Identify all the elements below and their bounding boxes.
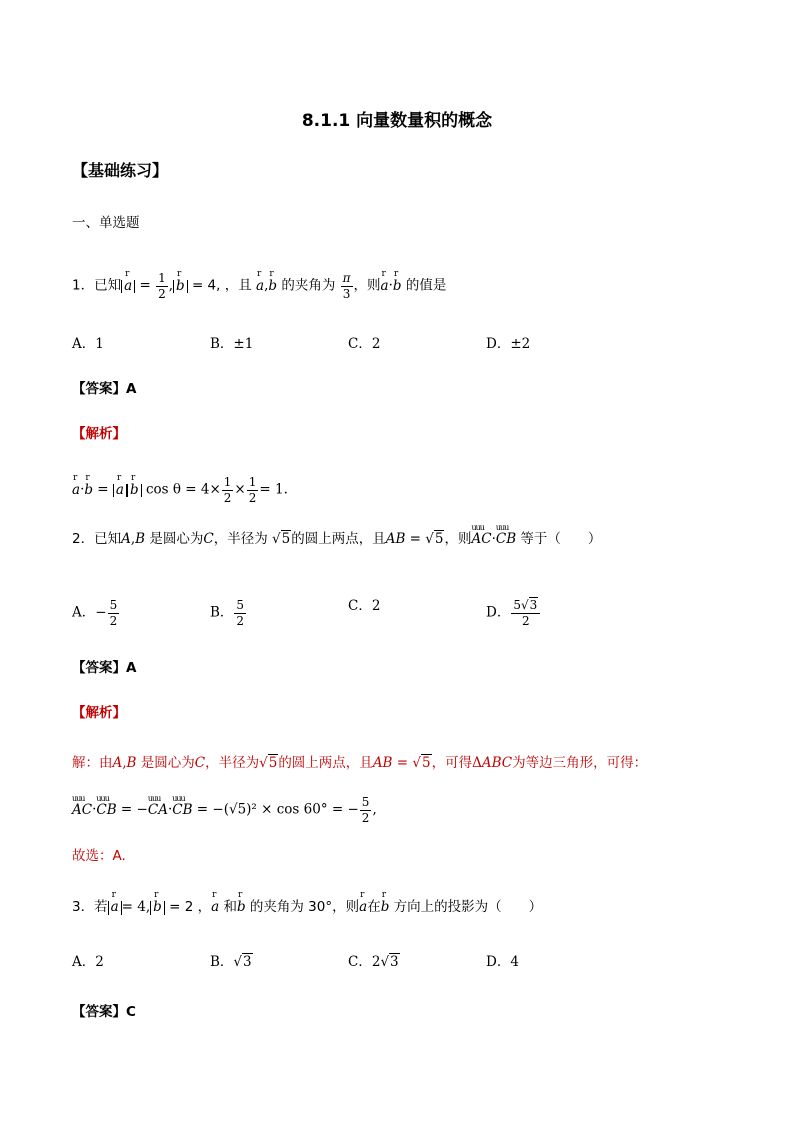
page-title: 8.1.1 向量数量积的概念	[301, 111, 493, 131]
q1-analysis-label: 【解析】	[72, 426, 126, 442]
q1-option-d: D．±2	[486, 336, 531, 352]
q3-option-c: C．2√3	[348, 954, 399, 970]
abs-b: r b	[173, 280, 188, 294]
q2-option-d: D． $\frac{5√3}{2}$	[486, 599, 541, 627]
q3-option-b: B．√3	[210, 954, 252, 970]
part-heading: 一、单选题	[72, 215, 140, 231]
q1-option-c: C．2	[348, 336, 381, 352]
abs-a: r a	[121, 280, 135, 294]
q2-solution-line1: 解：由A,B 是圆心为C，半径为√5的圆上两点，且AB = √5，可得ΔABC为等边三角形，可得：	[72, 755, 648, 771]
q1-option-b: B．±1	[210, 336, 254, 352]
q1-answer: 【答案】A	[72, 381, 137, 397]
q3-option-d: D．4	[486, 954, 519, 970]
fraction-pi-3: $\frac{\pi}{3}$	[342, 271, 351, 301]
section-heading: 【基础练习】	[72, 161, 169, 180]
q3-option-a: A．2	[72, 954, 104, 970]
q2-option-c: C．2	[348, 598, 381, 614]
q2-option-a: A．− $\frac{5}{2}$	[72, 598, 118, 628]
question-2: 2．已知A,B 是圆心为C，半径为 √5的圆上两点，且AB = √5，则uuu AC·uuu CB 等于（ ）	[72, 533, 601, 547]
q1-solution: r a·r b = r ar b cos θ = 4× $\frac{1}{2}$ × $\frac{1}{2}$ = 1.	[72, 476, 288, 504]
q3-answer: 【答案】C	[72, 1004, 136, 1020]
fraction-half: $\frac{1}{2}$	[158, 271, 166, 301]
question-3: 3．若r a = 4,r b = 2 ，r a 和r b 的夹角为 30°，则r a在r b 方向上的投影为（ ）	[72, 901, 542, 915]
q2-solution-line2: uuu AC·uuu CB = −uuu CA·uuu CB = −(√5)² × cos 60° = − $\frac{5}{2}$ ,	[72, 796, 377, 824]
q2-answer: 【答案】A	[72, 660, 137, 676]
q2-choose: 故选：A.	[72, 848, 126, 864]
question-1: 1．已知r a = $\frac{1}{2}$ ,r b = 4, ，且 r a,r b 的夹角为 $\frac{\pi}{3}$ ，则r a·r b 的值是	[72, 272, 446, 300]
q2-analysis-label: 【解析】	[72, 705, 126, 721]
q1-option-a: A．1	[72, 336, 104, 352]
q2-option-b: B． $\frac{5}{2}$	[210, 598, 245, 628]
